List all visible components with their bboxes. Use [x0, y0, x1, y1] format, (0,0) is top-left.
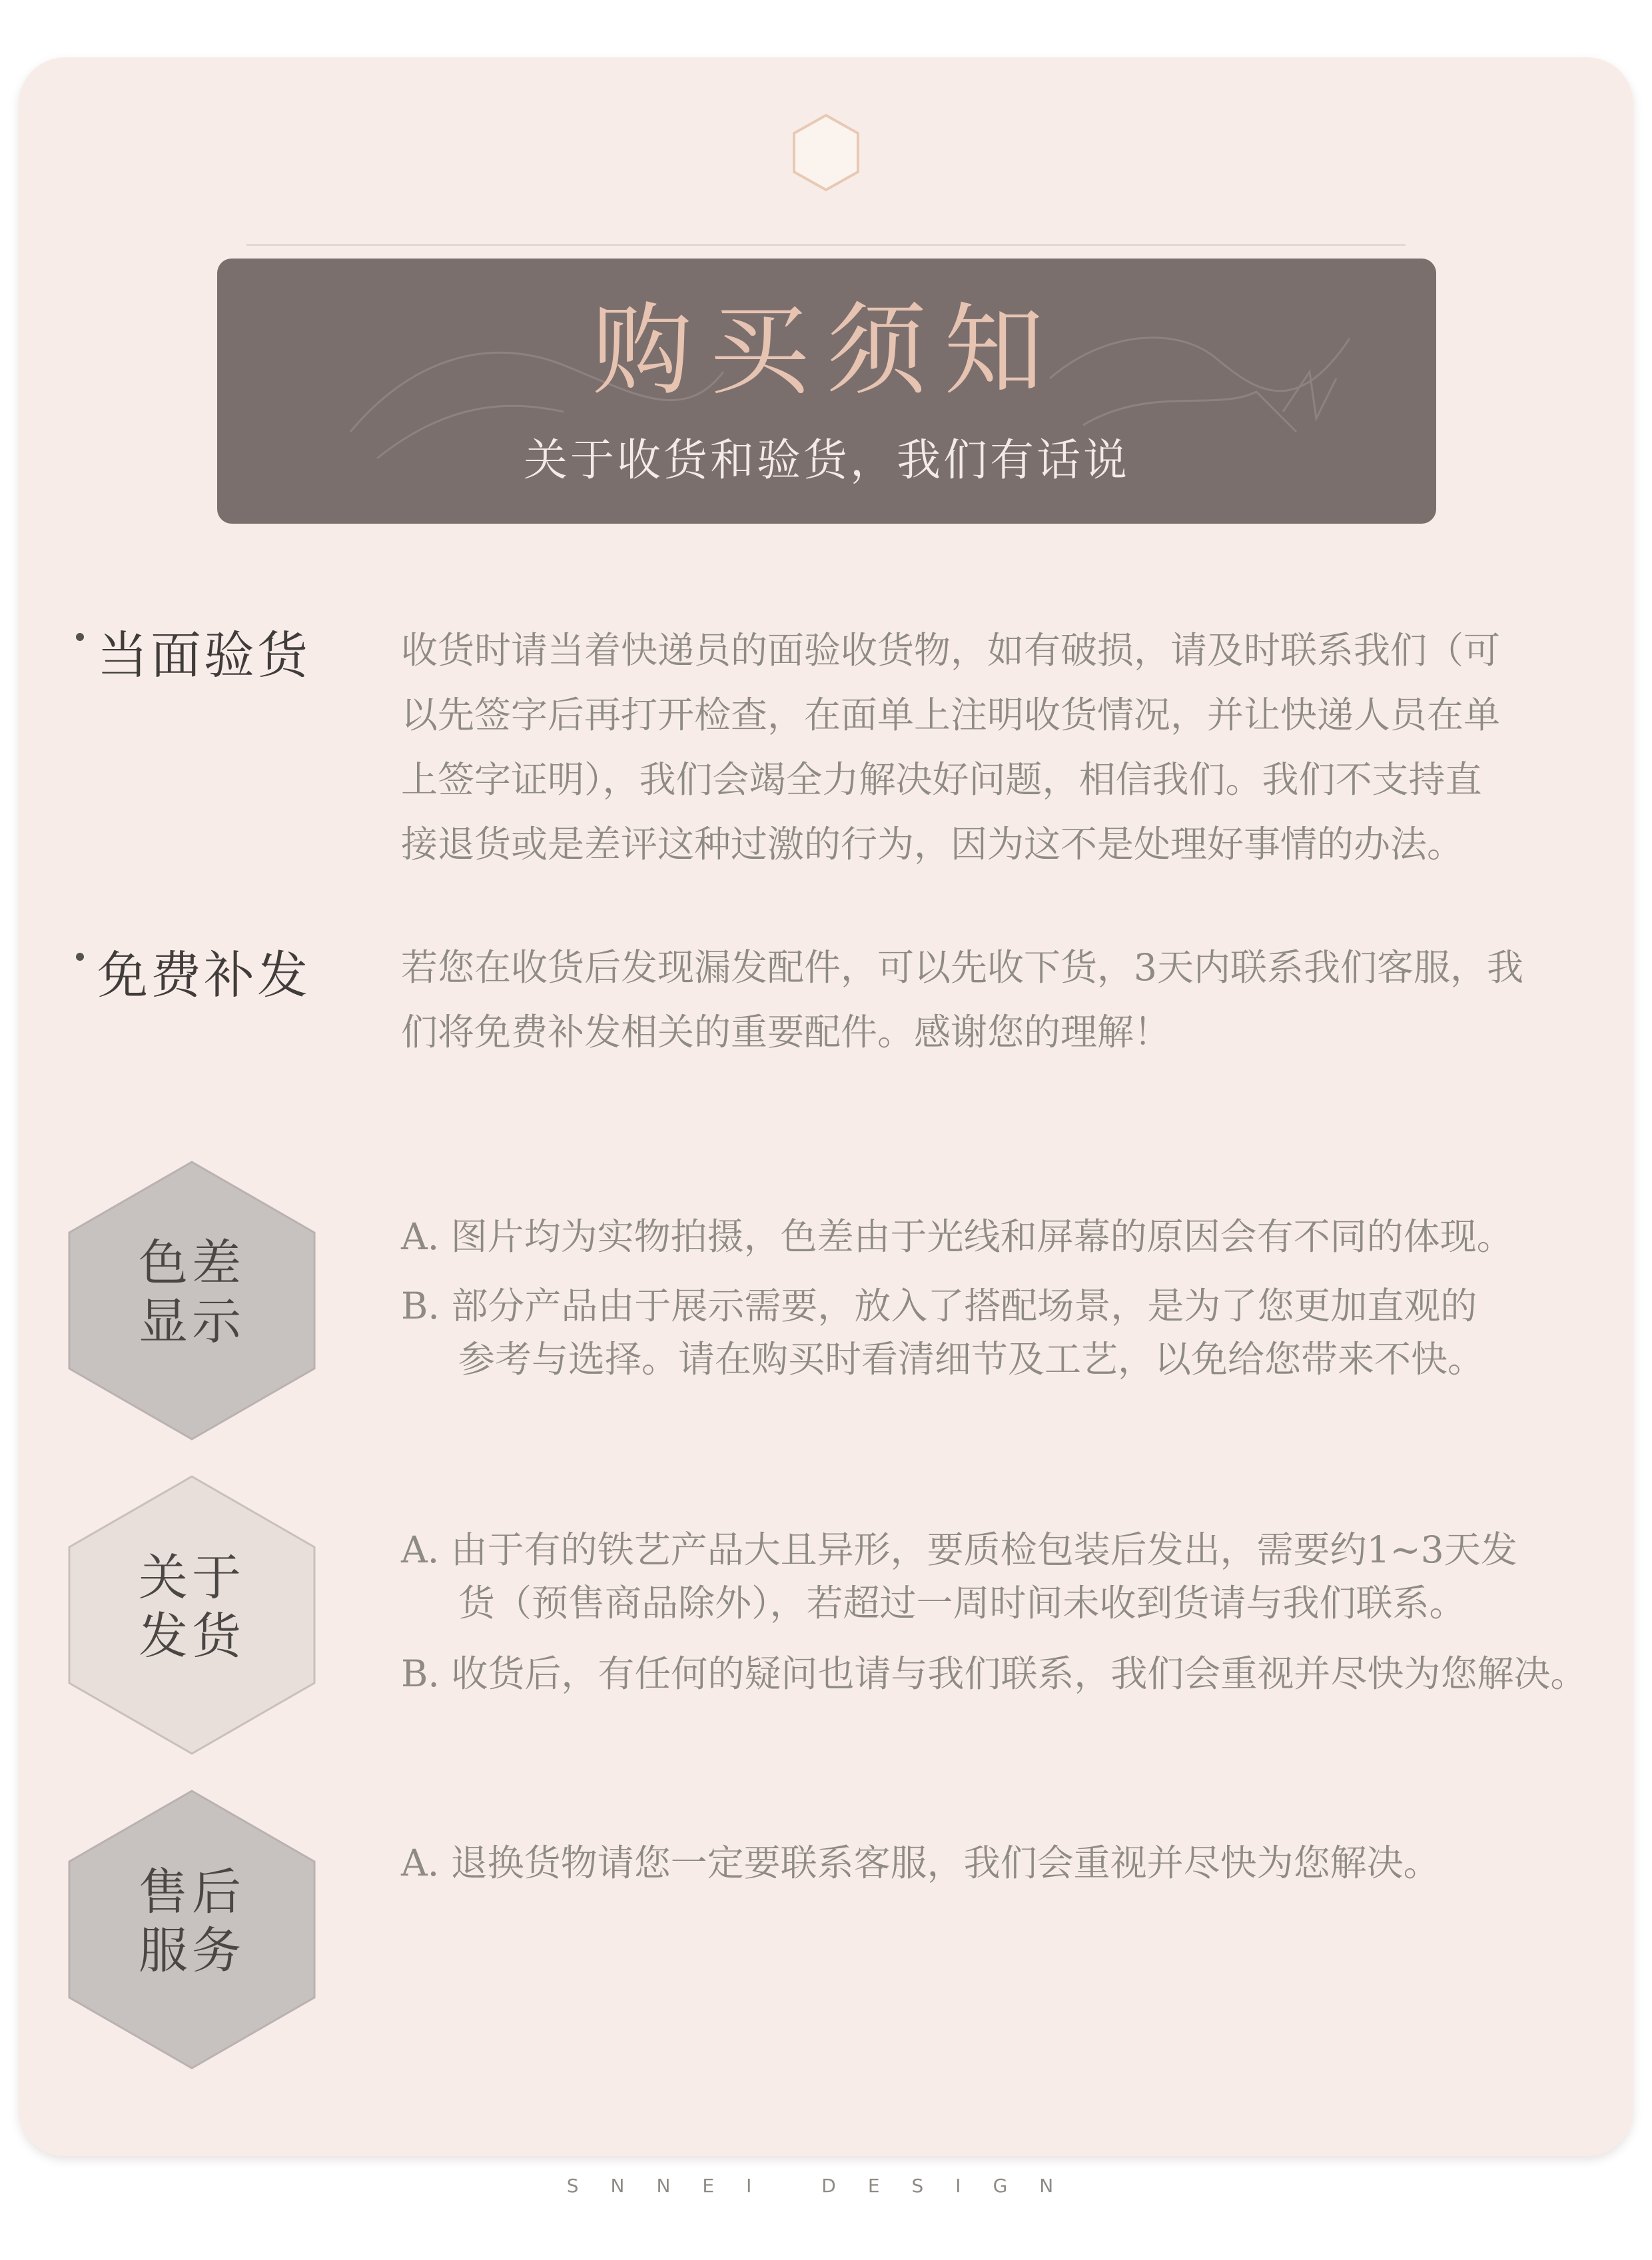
hex-label-line: 服务 [139, 1922, 245, 1979]
hex-label [67, 1863, 317, 1980]
list-item: B. 收货后，有任何的疑问也请与我们联系，我们会重视并尽快为您解决。 [401, 1652, 1587, 1695]
section-body-inspection [401, 618, 1600, 877]
list-item: A. 图片均为实物拍摄，色差由于光线和屏幕的原因会有不同的体现。 [401, 1215, 1513, 1258]
bullet-dot-icon [76, 953, 84, 961]
section-title-free-reissue: 免费补发 [97, 945, 310, 1005]
page-title: 购买须知 [592, 293, 1061, 409]
header-divider [246, 244, 1406, 246]
text-line: 若您在收货后发现漏发配件，可以先收下货，3天内联系我们客服，我 [401, 946, 1523, 989]
text-line: 上签字证明），我们会竭全力解决好问题，相信我们。我们不支持直 [401, 758, 1482, 801]
hex-label-line: 发货 [139, 1608, 245, 1665]
hex-label [67, 1548, 317, 1666]
hex-label-line: 显示 [139, 1293, 245, 1351]
hex-label-line: 售后 [139, 1864, 245, 1921]
bullet-dot-icon [76, 633, 84, 641]
list-item: B. 部分产品由于展示需要，放入了搭配场景，是为了您更加直观的 参考与选择。请在购买时看清细节及工艺，以免给您带来不快。 [401, 1285, 1485, 1381]
hex-badge-after-sales [67, 1788, 317, 2071]
page-subtitle: 关于收货和验货，我们有话说 [524, 434, 1130, 486]
hex-badge-color-difference [67, 1159, 317, 1442]
hex-label [67, 1234, 317, 1351]
title-banner [217, 259, 1436, 524]
hex-label-line: 色差 [139, 1235, 245, 1292]
text-line: 以先签字后再打开检查，在面单上注明收货情况，并让快递人员在单 [401, 694, 1501, 736]
hexagon-ornament-icon [791, 113, 861, 192]
text-line: 接退货或是差评这种过激的行为，因为这不是处理好事情的办法。 [401, 823, 1464, 865]
hex-badge-shipping [67, 1474, 317, 1756]
text-line: 们将免费补发相关的重要配件。感谢您的理解！ [401, 1011, 1171, 1053]
hex-label-line: 关于 [139, 1549, 245, 1606]
list-item: A. 由于有的铁艺产品大且异形，要质检包装后发出，需要约1~3天发 货（预售商品除外），若超过一周时间未收到货请与我们联系。 [401, 1528, 1517, 1624]
section-body-free-reissue [401, 935, 1600, 1065]
brand-footer: SNNEI DESIGN [566, 2175, 1086, 2197]
text-line: 收货时请当着快递员的面验收货物，如有破损，请及时联系我们（可 [401, 629, 1501, 672]
list-item: A. 退换货物请您一定要联系客服，我们会重视并尽快为您解决。 [401, 1842, 1440, 1884]
section-title-inspection: 当面验货 [97, 626, 310, 685]
